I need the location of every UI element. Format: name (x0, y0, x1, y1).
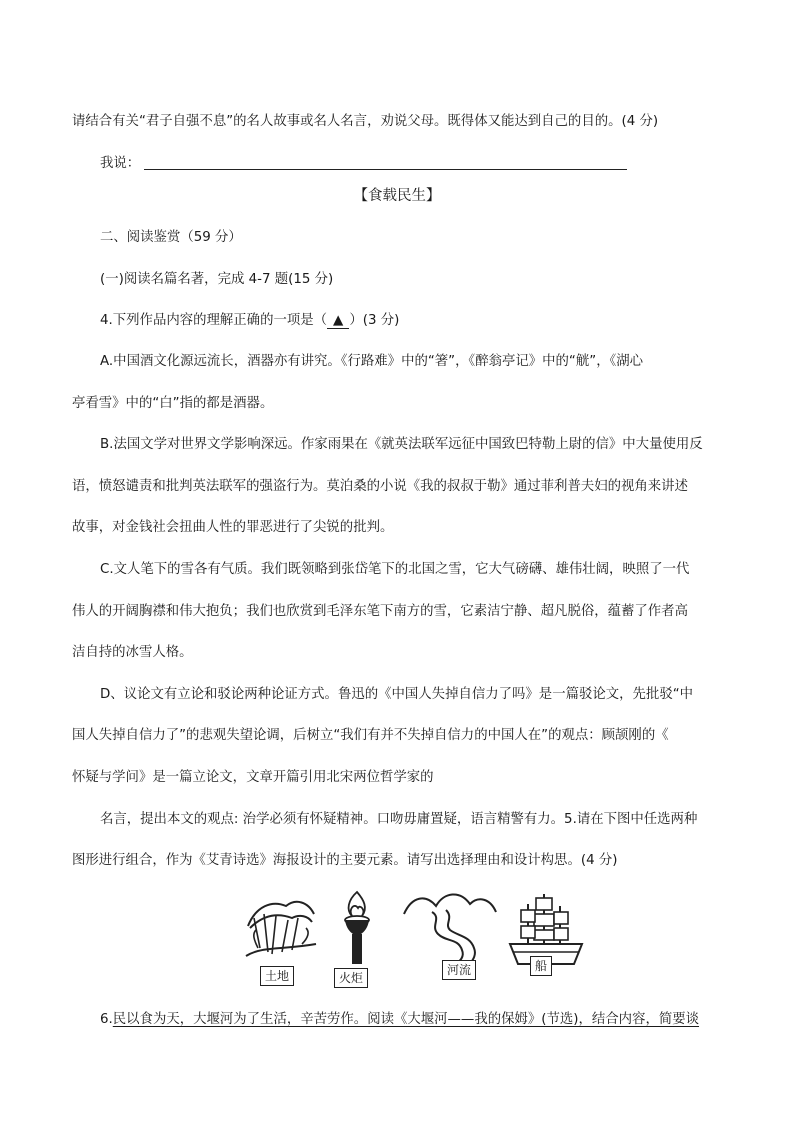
answer-label: 我说： (100, 156, 141, 171)
option-d-line3: 怀疑与学问》是一篇立论文，文章开篇引用北宋两位哲学家的 (72, 770, 434, 785)
poster-element-figures (242, 888, 588, 988)
subpart-heading: (一)阅读名篇名著，完成 4-7 题(15 分) (100, 272, 334, 287)
figure-torch (334, 888, 380, 988)
answer-line[interactable] (100, 152, 627, 171)
section-title: 【食载民生】 (353, 188, 441, 204)
figure-label: 土地 (260, 966, 294, 986)
option-c-line1: C.文人笔下的雪各有气质。我们既领略到张岱笔下的北国之雪，它大气磅礴、雄伟壮阔，映照了一代 (100, 562, 690, 577)
option-b-line2: 语，愤怒谴责和批判英法联军的强盗行为。莫泊桑的小说《我的叔叔于勒》通过菲利普夫妇的视角来讲述 (72, 479, 688, 494)
option-d-line2: 国人失掉自信力了”的悲观失望论调，后树立“我们有并不失掉自信力的中国人在”的观点：顾颉刚的《 (72, 728, 669, 743)
question-4: 4.下列作品内容的理解正确的一项是（ ▲ ）(3 分) (100, 313, 400, 328)
question-5-line2: 图形进行组合，作为《艾青诗选》海报设计的主要元素。请写出选择理由和设计构思。(4 分) (72, 853, 618, 868)
question-6: 6.民以食为天，大堰河为了生活，辛苦劳作。阅读《大堰河——我的保姆》(节选)，结合内容，简要谈 (100, 1012, 700, 1027)
option-c-line2: 伟人的开阔胸襟和伟大抱负；我们也欣赏到毛泽东笔下南方的雪，它素洁宁静、超凡脱俗，蕴蓄了作者高 (72, 604, 688, 619)
option-a-line1: A.中国酒文化源远流长，酒器亦有讲究。《行路难》中的“箸”，《醉翁亭记》中的“觥”，《湖心 (100, 354, 644, 369)
figure-label: 火炬 (334, 968, 368, 988)
answer-field[interactable] (144, 169, 627, 170)
option-c-line3: 洁自持的冰雪人格。 (72, 645, 193, 660)
answer-blank[interactable]: ▲ (327, 314, 349, 329)
option-d-line4: 名言，提出本文的观点: 治学必须有怀疑精神。口吻毋庸置疑，语言精警有力。5.请在下图中任选两种 (100, 812, 698, 827)
figure-label: 船 (530, 956, 552, 976)
figure-label: 河流 (442, 960, 476, 980)
figure-land (242, 888, 320, 988)
part-heading: 二、阅读鉴赏（59 分） (100, 230, 242, 245)
intro-prompt: 请结合有关“君子自强不息”的名人故事或名人名言，劝说父母。既得体又能达到自己的目的。(4 分) (72, 114, 659, 129)
figure-river (402, 888, 498, 988)
option-b-line3: 故事，对金钱社会扭曲人性的罪恶进行了尖锐的批判。 (72, 520, 394, 535)
figure-ship (506, 888, 586, 988)
option-b-line1: B.法国文学对世界文学影响深远。作家雨果在《就英法联军远征中国致巴特勒上尉的信》中大量使用反 (100, 437, 703, 452)
option-d-line1: D、议论文有立论和驳论两种论证方式。鲁迅的《中国人失掉自信力了吗》是一篇驳论文，先批驳“中 (100, 687, 694, 702)
option-a-line2: 亭看雪》中的“白”指的都是酒器。 (72, 396, 274, 411)
